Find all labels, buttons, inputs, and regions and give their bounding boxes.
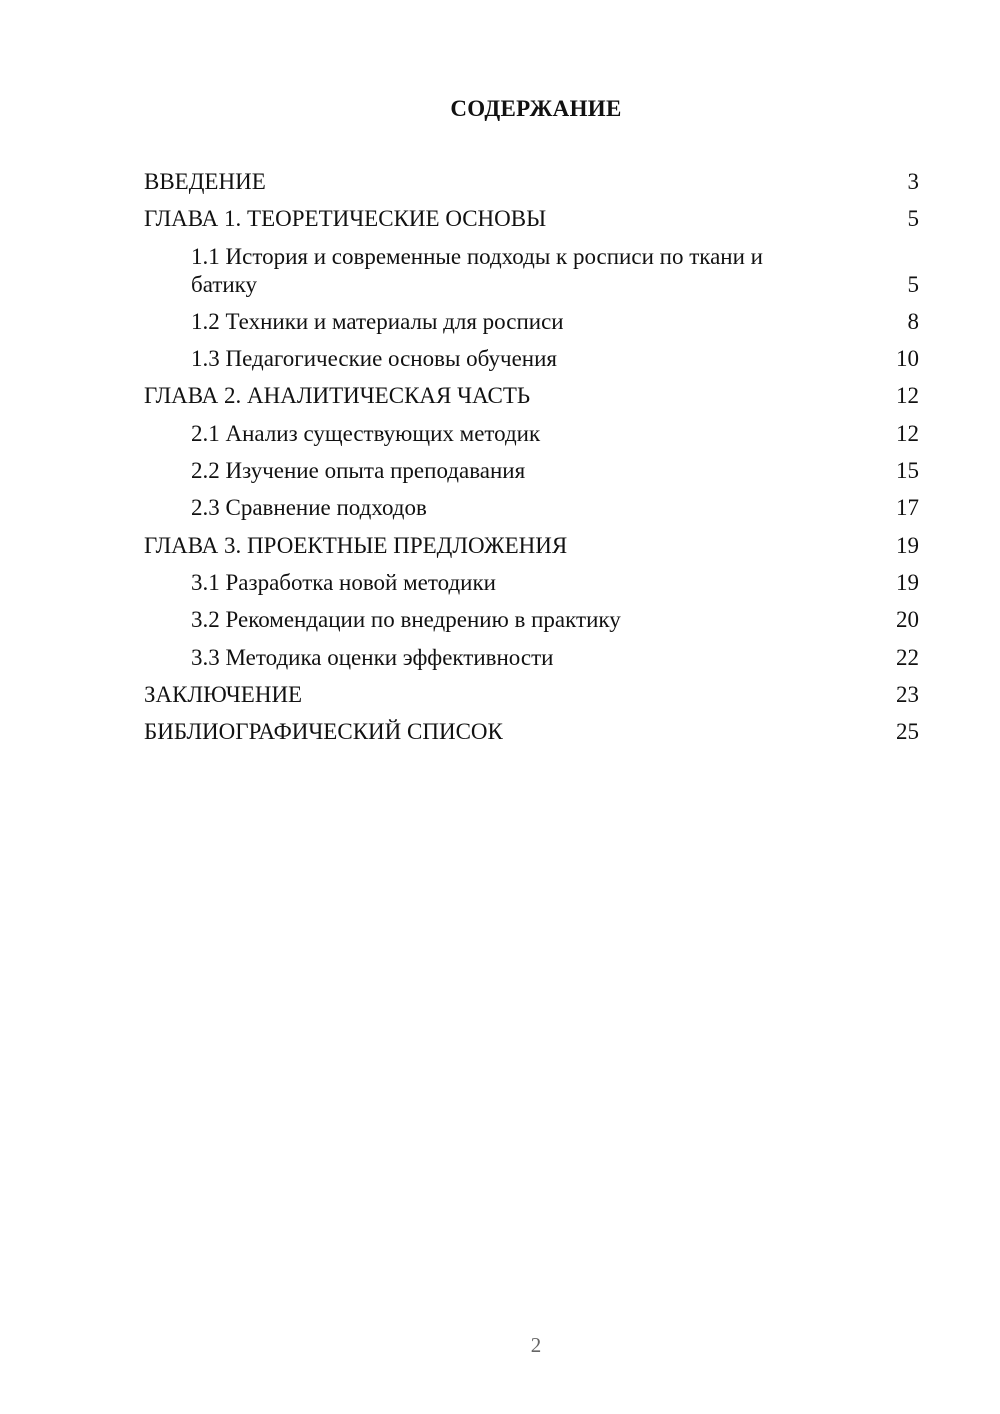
toc-entry-page: 22 [896,644,919,670]
toc-entry [144,243,919,299]
toc-entry [144,532,919,560]
toc-entry-page: 20 [896,607,919,633]
toc-entry [144,382,919,410]
toc-entry [144,345,919,373]
toc-entry-label: ВВЕДЕНИЕ [144,169,266,194]
toc-entry [144,420,919,448]
toc-entry-page: 12 [896,420,919,446]
toc-entry-label: БИБЛИОГРАФИЧЕСКИЙ СПИСОК [144,719,503,745]
toc-entry-label: 1.2 Техники и материалы для росписи [191,308,564,334]
toc-entry-label: 3.3 Методика оценки эффективности [191,644,554,670]
page-title: СОДЕРЖАНИЕ [450,96,622,121]
toc-entry-page: 19 [896,532,919,558]
table-of-contents [144,168,919,755]
toc-entry-page: 17 [896,495,919,521]
toc-entry-label: 2.3 Сравнение подходов [191,495,427,521]
toc-entry-page: 5 [907,271,919,297]
toc-entry-label: 2.1 Анализ существующих методик [191,420,541,446]
toc-entry-page: 15 [896,458,919,484]
toc-entry [144,457,919,485]
toc-entry [144,718,919,746]
toc-entry-label: ГЛАВА 3. ПРОЕКТНЫЕ ПРЕДЛОЖЕНИЯ [144,532,568,558]
toc-entry-label: 3.1 Разработка новой методики [191,569,496,595]
toc-entry [144,569,919,597]
toc-entry-page: 12 [896,383,919,409]
page-number: 2 [530,1333,542,1357]
toc-entry-label: 3.2 Рекомендации по внедрению в практику [191,607,621,633]
toc-entry-page: 5 [907,206,919,232]
toc-entry-label: 1.3 Педагогические основы обучения [191,346,557,372]
toc-entry-label: 2.2 Изучение опыта преподавания [191,458,526,484]
toc-entry-label: ГЛАВА 1. ТЕОРЕТИЧЕСКИЕ ОСНОВЫ [144,206,547,232]
toc-entry-page: 10 [896,346,919,372]
toc-entry-label: ГЛАВА 2. АНАЛИТИЧЕСКАЯ ЧАСТЬ [144,383,531,409]
toc-entry-page: 19 [896,569,919,595]
toc-entry-page: 8 [907,308,919,334]
toc-entry-label: 1.1 История и современные подходы к росписи по ткани и батику [191,243,763,297]
toc-entry [144,606,919,634]
toc-entry-page: 3 [907,169,919,194]
toc-entry-page: 23 [896,681,919,707]
toc-entry [144,168,919,196]
toc-entry [144,205,919,233]
toc-entry [144,644,919,672]
toc-entry-label: ЗАКЛЮЧЕНИЕ [144,681,303,707]
toc-entry [144,681,919,709]
toc-entry-page: 25 [896,719,919,745]
toc-entry [144,308,919,336]
toc-entry [144,494,919,522]
